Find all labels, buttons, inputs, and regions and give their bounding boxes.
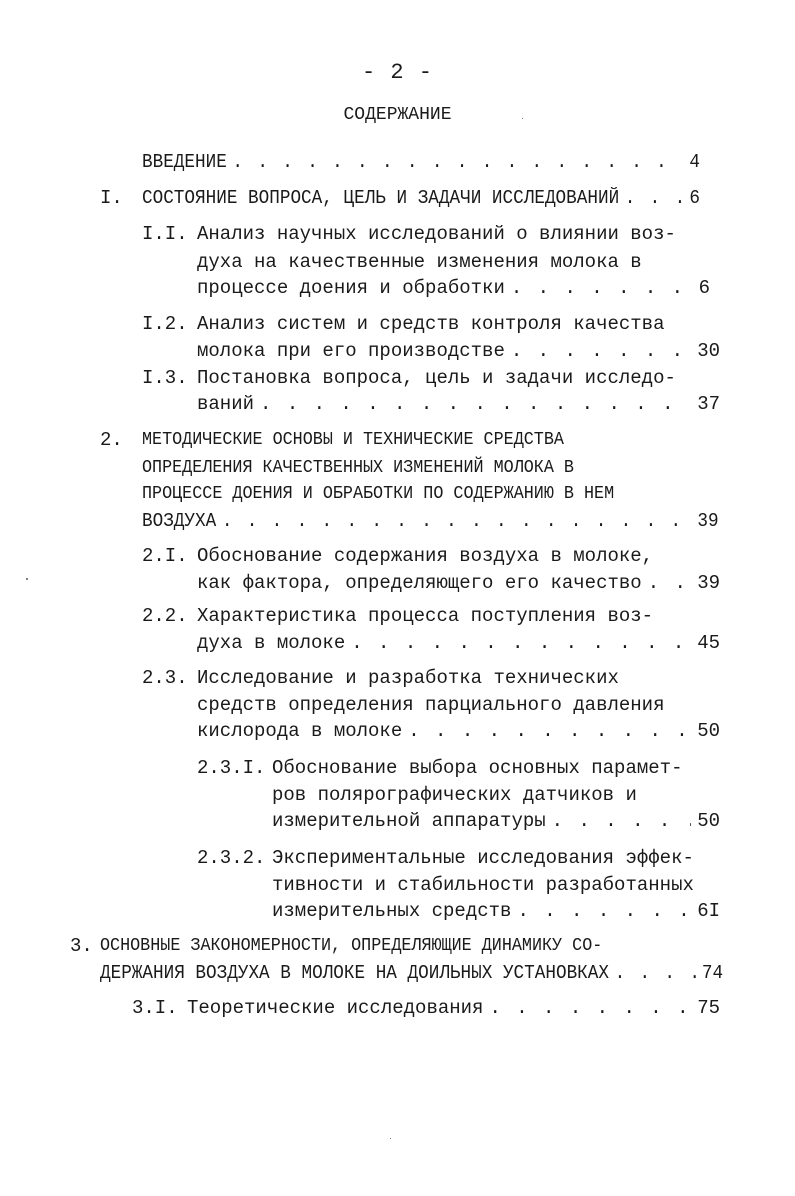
- toc-page-number: 30: [697, 340, 720, 362]
- leader-dots: [511, 339, 691, 363]
- toc-entry-text-line: средств определения парциального давления: [197, 694, 665, 716]
- leader-dots: [511, 276, 693, 300]
- toc-page-number: 45: [697, 632, 720, 654]
- leader-dots: [517, 899, 691, 923]
- toc-page-number: 39: [697, 510, 719, 532]
- toc-entry-text-line: Исследование и разработка технических: [197, 667, 619, 689]
- toc-entry-text-line: Характеристика процесса поступления воз-: [197, 605, 654, 627]
- toc-entry-text: измерительной аппаратуры: [272, 810, 546, 832]
- toc-entry-2-3-2[interactable]: [272, 899, 720, 923]
- toc-entry-text-line: Обоснование содержания воздуха в молоке,: [197, 545, 654, 567]
- toc-entry-text: молока при его производстве: [197, 340, 505, 362]
- leader-dots: [648, 571, 692, 595]
- leader-dots: [351, 631, 691, 655]
- toc-entry-text-line: тивности и стабильности разработанных: [272, 874, 694, 896]
- toc-entry-number: I.2.: [142, 313, 188, 335]
- toc-entry-text: процессе доения и обработки: [197, 277, 505, 299]
- toc-entry-text-line: ров полярографических датчиков и: [272, 784, 637, 806]
- toc-entry-number: I.3.: [142, 367, 188, 389]
- scan-speck: [26, 578, 28, 580]
- toc-entry-text-line: ОПРЕДЕЛЕНИЯ КАЧЕСТВЕННЫХ ИЗМЕНЕНИЙ МОЛОКА В: [142, 458, 574, 478]
- toc-page-number: 6I: [697, 900, 720, 922]
- toc-entry-text: ДЕРЖАНИЯ ВОЗДУХА В МОЛОКЕ НА ДОИЛЬНЫХ УСТАНОВКАХ: [100, 962, 609, 984]
- toc-entry-1-2[interactable]: [197, 339, 720, 363]
- page-number: - 2 -: [361, 60, 433, 85]
- scan-speck: [522, 118, 523, 119]
- leader-dots: [625, 186, 684, 210]
- toc-page-number: 74: [701, 962, 724, 984]
- toc-entry-chapter-3[interactable]: [100, 961, 723, 985]
- toc-entry-chapter-2[interactable]: [142, 509, 719, 533]
- toc-page-number: 50: [697, 810, 720, 832]
- leader-dots: [615, 961, 697, 985]
- toc-entry-chapter-1[interactable]: [142, 186, 700, 210]
- toc-page-number: 50: [697, 720, 720, 742]
- toc-entry-1-1[interactable]: [197, 276, 710, 300]
- toc-page-number: 6: [698, 277, 710, 299]
- leader-dots: [489, 996, 691, 1020]
- toc-page-number: 37: [697, 393, 720, 415]
- toc-entry-text: Теоретические исследования: [187, 997, 484, 1019]
- leader-dots: [408, 719, 691, 743]
- toc-entry-text: ваний: [197, 393, 255, 415]
- toc-entry-number: 3.: [70, 935, 93, 957]
- leader-dots: [222, 509, 692, 533]
- toc-entry-text: измерительных средств: [272, 900, 512, 922]
- toc-page-number: 4: [689, 151, 700, 173]
- toc-entry-text-line: Анализ научных исследований о влиянии воз-: [197, 223, 676, 245]
- toc-entry-2-3[interactable]: [197, 719, 720, 743]
- toc-entry-1-3[interactable]: [197, 392, 720, 416]
- toc-entry-text: СОСТОЯНИЕ ВОПРОСА, ЦЕЛЬ И ЗАДАЧИ ИССЛЕДОВАНИЙ: [142, 187, 620, 209]
- toc-entry-number: 2.3.: [142, 667, 188, 689]
- toc-entry-2-3-1[interactable]: [272, 809, 720, 833]
- toc-entry-number: 2.2.: [142, 605, 188, 627]
- toc-entry-text: ВОЗДУХА: [142, 510, 217, 532]
- toc-entry-introduction[interactable]: [142, 150, 700, 174]
- toc-entry-text: кислорода в молоке: [197, 720, 403, 742]
- toc-entry-text-line: ОСНОВНЫЕ ЗАКОНОМЕРНОСТИ, ОПРЕДЕЛЯЮЩИЕ ДИНАМИКУ СО-: [100, 936, 603, 956]
- toc-title: СОДЕРЖАНИЕ: [343, 105, 452, 125]
- toc-entry-number: 2.I.: [142, 545, 188, 567]
- toc-entry-text: как фактора, определяющего его качество: [197, 572, 642, 594]
- toc-entry-2-1[interactable]: [197, 571, 720, 595]
- toc-entry-number: I.: [100, 187, 123, 209]
- leader-dots: [232, 150, 683, 174]
- leader-dots: [552, 809, 692, 833]
- toc-entry-3-1[interactable]: [187, 996, 720, 1020]
- toc-entry-text-line: ПРОЦЕССЕ ДОЕНИЯ И ОБРАБОТКИ ПО СОДЕРЖАНИЮ В НЕМ: [142, 484, 615, 504]
- scan-speck: [390, 1138, 391, 1139]
- toc-entry-text: духа в молоке: [197, 632, 346, 654]
- toc-entry-text-line: духа на качественные изменения молока в: [197, 251, 642, 273]
- toc-entry-number: I.I.: [142, 223, 188, 245]
- toc-page-number: 39: [697, 572, 720, 594]
- toc-entry-text: ВВЕДЕНИЕ: [142, 151, 227, 173]
- toc-entry-text-line: Постановка вопроса, цель и задачи исследо-: [197, 367, 676, 389]
- toc-entry-text-line: Экспериментальные исследования эффек-: [272, 847, 694, 869]
- toc-page-number: 75: [697, 997, 720, 1019]
- toc-entry-number: 2.3.I.: [197, 757, 266, 779]
- toc-page-number: 6: [689, 187, 700, 209]
- toc-entry-2-2[interactable]: [197, 631, 720, 655]
- toc-entry-text-line: Анализ систем и средств контроля качества: [197, 313, 665, 335]
- toc-entry-text-line: Обоснование выбора основных парамет-: [272, 757, 683, 779]
- toc-entry-number: 2.: [100, 429, 123, 451]
- toc-entry-text-line: МЕТОДИЧЕСКИЕ ОСНОВЫ И ТЕХНИЧЕСКИЕ СРЕДСТВА: [142, 430, 564, 450]
- toc-entry-number: 2.3.2.: [197, 847, 266, 869]
- leader-dots: [260, 392, 691, 416]
- toc-entry-number: 3.I.: [132, 997, 178, 1019]
